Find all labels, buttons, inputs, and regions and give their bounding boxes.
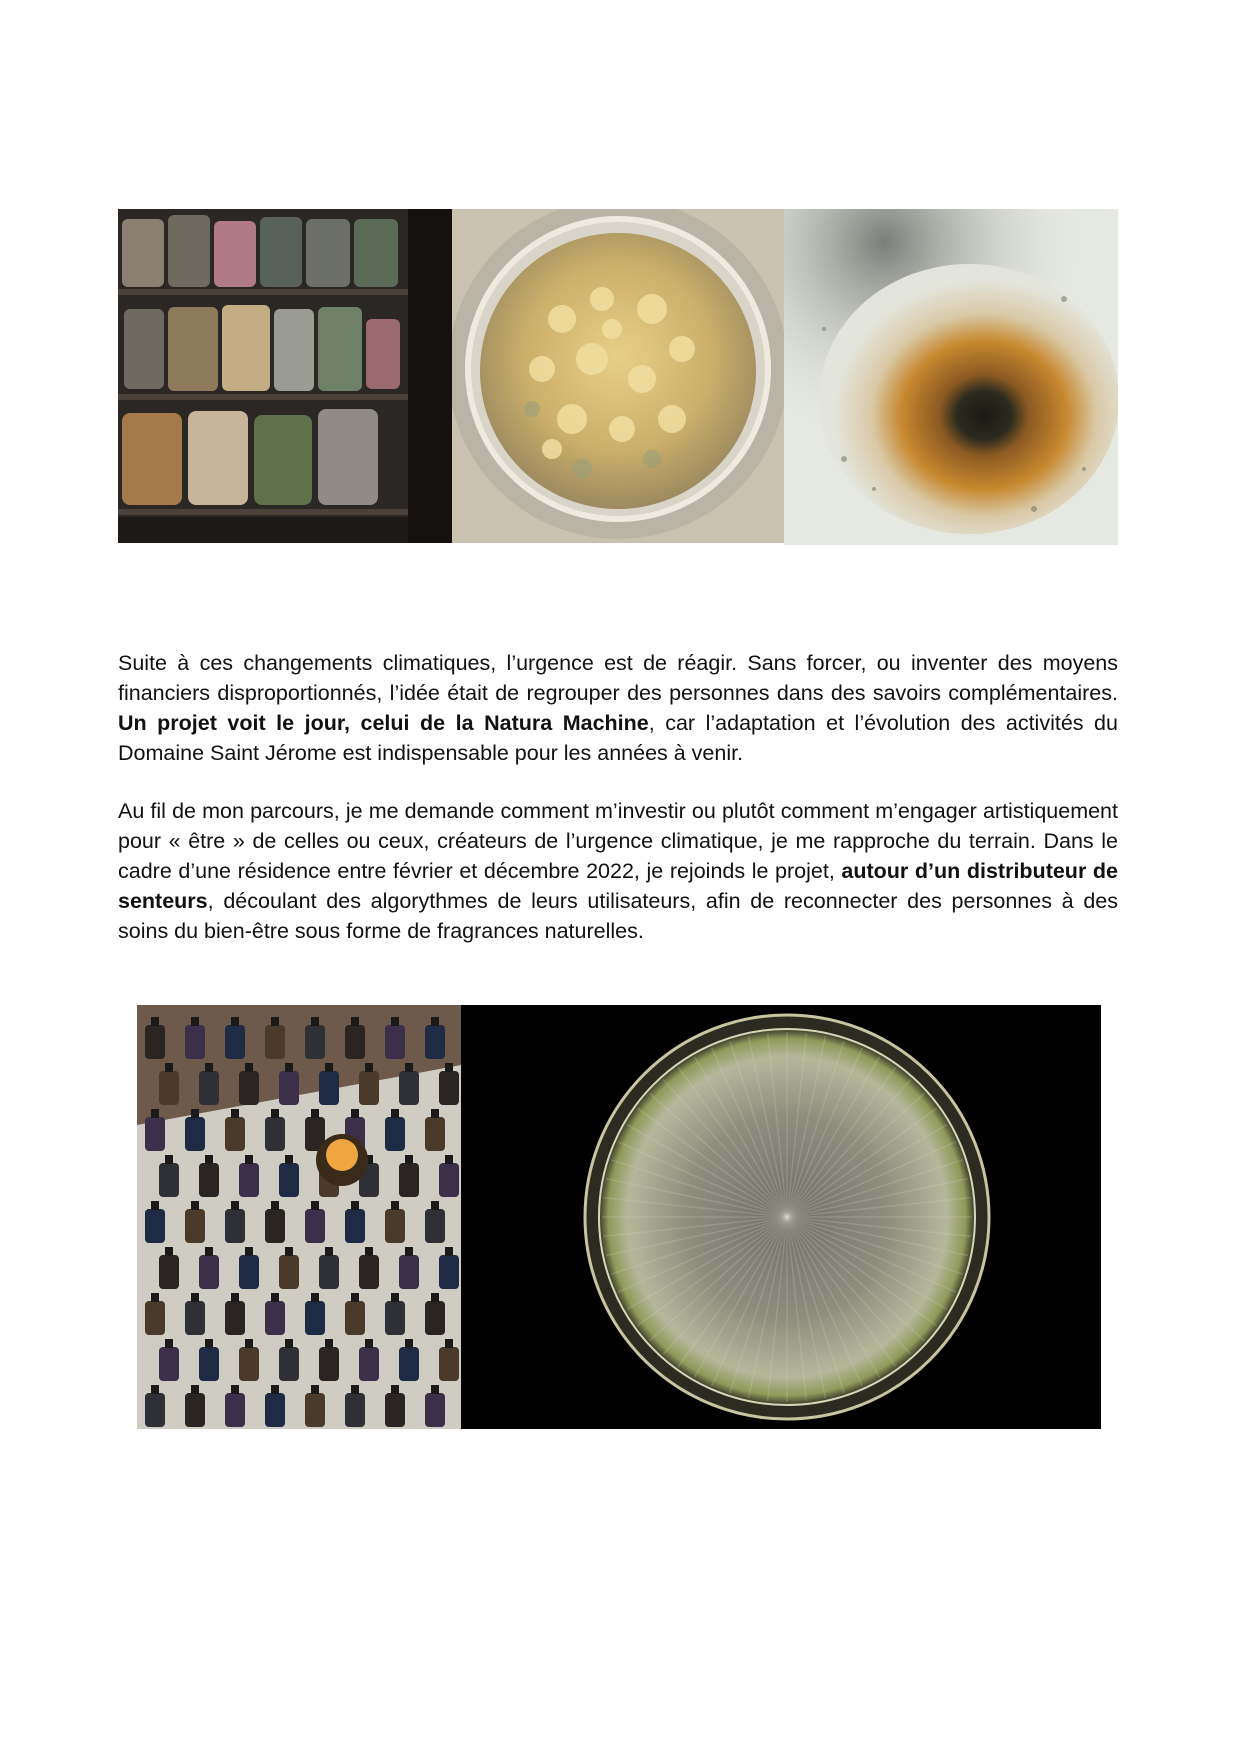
bottles-on-table-photo [137,1005,461,1429]
dried-yellow-flowers-photo [452,209,784,543]
highlight-distributeur: autour d’un distributeur de senteurs [118,858,1118,913]
herb-jars-shelf-photo [118,209,452,543]
body-paragraph-1: Suite à ces changements climatiques, l’urgence est de réagir. Sans forcer, ou inventer des moyens financiers disproportionnés, l’idée était de regrouper des personnes dans des savoirs complémentaires. Un projet voit le jour, celui de la Natura Machine, car l’adaptation et l’évolution des activités du Domaine Saint Jérome est indispensable pour les années à venir. [118,650,1118,765]
dried-flowers-jar-photo [452,209,784,543]
body-paragraph-2: Au fil de mon parcours, je me demande comment m’investir ou plutôt comment m’engager artistiquement pour « être » de celles ou ceux, créateurs de l’urgence climatique, je me rapproche du terrain. Dans le cadre d’une résidence entre février et décembre 2022, je rejoinds le projet, autour d’un distributeur de senteurs, découlant des algorythmes de leurs utilisateurs, afin de reconnecter des personnes à des soins du bien-être sous forme de fragrances naturelles. [118,798,1118,943]
jars-on-shelves-photo [118,209,452,543]
petri-dish-photo [461,1005,1101,1429]
amber-residue-glass-photo [784,209,1118,545]
essential-oil-bottles-photo [137,1005,461,1429]
highlight-natura-machine: Un projet voit le jour, celui de la Natura Machine [118,710,649,735]
amber-stain-glass-photo [784,209,1118,545]
petri-dish-culture-photo [461,1005,1101,1429]
